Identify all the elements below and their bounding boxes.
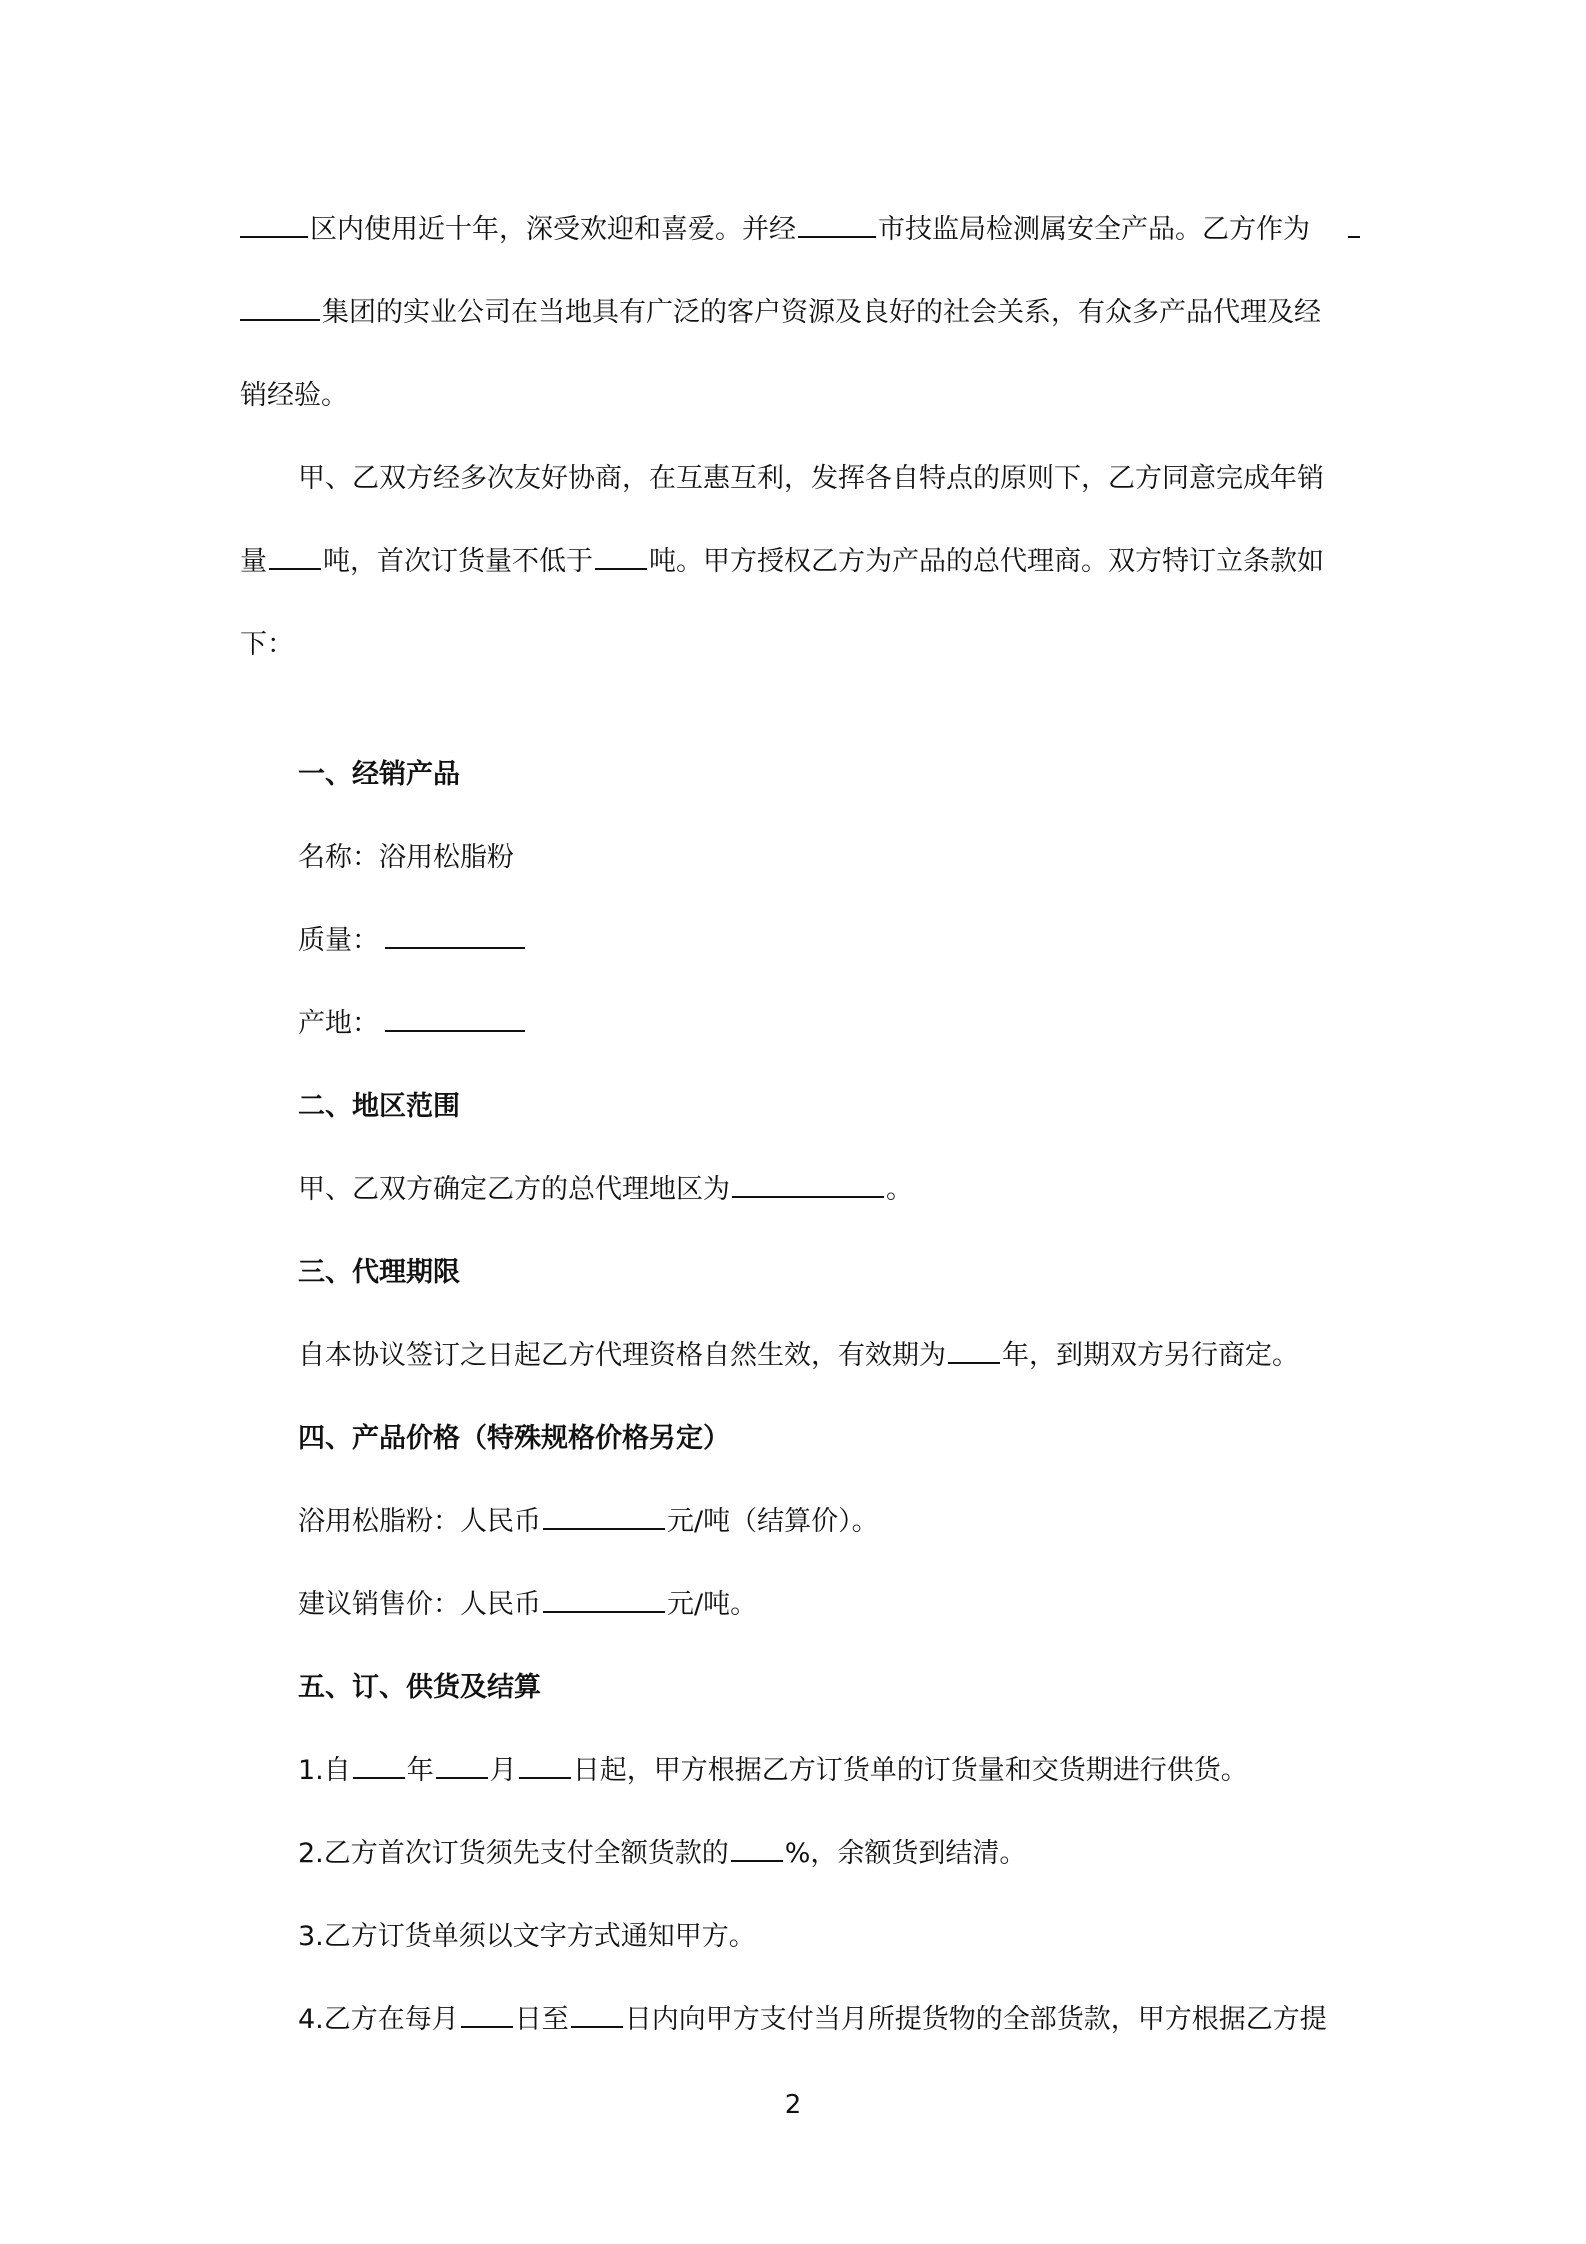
clause-item: 3.乙方订货单须以文字方式通知甲方。 (298, 1921, 756, 1952)
paragraph-line (298, 1585, 757, 1625)
text-span: 元/吨（结算价）。 (667, 1506, 879, 1537)
blank-field (543, 1585, 665, 1613)
text-span: 量 (240, 546, 267, 577)
blank-field (240, 210, 308, 238)
text-span: 吨，首次订货量不低于 (323, 546, 593, 577)
label: 质量： (298, 925, 379, 956)
clause-item (298, 1834, 1026, 1874)
text-span: 2.乙方首次订货须先支付全额货款的 (298, 1838, 729, 1869)
blank-field (798, 210, 876, 238)
paragraph-line (240, 293, 1321, 333)
text-span: 自本协议签订之日起乙方代理资格自然生效，有效期为 (298, 1340, 946, 1371)
blank-field (353, 1751, 405, 1779)
text-span: 年，到期双方另行商定。 (1002, 1340, 1299, 1371)
text-span: 集团的实业公司在当地具有广泛的客户资源及良好的社会关系，有众多产品代理及经 (322, 297, 1321, 328)
paragraph-line: 销经验。 (240, 380, 348, 411)
paragraph-line (240, 542, 1324, 582)
blank-field (519, 1751, 571, 1779)
paragraph-line: 下： (240, 629, 294, 660)
section-title: 四、产品价格（特殊规格价格另定） (298, 1423, 730, 1454)
paragraph-line (298, 1170, 913, 1210)
text-span: 年 (406, 1755, 434, 1786)
clause-item (298, 1751, 1248, 1791)
section-title: 五、订、供货及结算 (298, 1672, 541, 1703)
blank-field (240, 293, 320, 321)
text-span: 甲、乙双方确定乙方的总代理地区为 (298, 1174, 730, 1205)
blank-field (731, 1834, 783, 1862)
page-number: 2 (784, 2090, 802, 2120)
paragraph-line (298, 1502, 879, 1542)
blank-field (543, 1502, 665, 1530)
text-span: %，余额货到结清。 (784, 1838, 1027, 1869)
blank-field (461, 2000, 513, 2028)
label: 产地： (298, 1008, 379, 1039)
text-span: 月 (489, 1755, 517, 1786)
text-span: 4.乙方在每月 (298, 2004, 459, 2035)
text-span: 日至 (514, 2004, 569, 2035)
section-title: 二、地区范围 (298, 1091, 460, 1122)
blank-field (948, 1336, 1000, 1364)
text-span: 区内使用近十年，深受欢迎和喜爱。并经 (310, 214, 796, 245)
blank-field (385, 921, 525, 949)
blank-field (269, 542, 321, 570)
text-span: 1.自 (298, 1755, 351, 1786)
blank-field (385, 1004, 525, 1032)
section-title: 一、经销产品 (298, 759, 460, 790)
blank-field (732, 1170, 884, 1198)
text-span: 元/吨。 (667, 1589, 758, 1620)
paragraph-line (240, 210, 1360, 250)
text-span: 市技监局检测属安全产品。乙方作为 (878, 214, 1310, 245)
text-span: 日起，甲方根据乙方订货单的订货量和交货期进行供货。 (572, 1755, 1248, 1786)
blank-field (595, 542, 647, 570)
blank-field (436, 1751, 488, 1779)
blank-field (1348, 210, 1360, 238)
paragraph-line (298, 1336, 1299, 1376)
product-quality (298, 921, 527, 961)
blank-field (571, 2000, 623, 2028)
paragraph-line: 甲、乙双方经多次友好协商，在互惠互利，发挥各自特点的原则下，乙方同意完成年销 (298, 463, 1324, 494)
clause-item (298, 2000, 1327, 2040)
text-span: 日内向甲方支付当月所提货物的全部货款，甲方根据乙方提 (624, 2004, 1327, 2035)
text-span: 建议销售价：人民币 (298, 1589, 541, 1620)
text-span: 。 (886, 1174, 913, 1205)
product-origin (298, 1004, 527, 1044)
text-span: 吨。甲方授权乙方为产品的总代理商。双方特订立条款如 (649, 546, 1324, 577)
section-title: 三、代理期限 (298, 1257, 460, 1288)
text-span: 浴用松脂粉：人民币 (298, 1506, 541, 1537)
product-name: 名称：浴用松脂粉 (298, 842, 514, 873)
